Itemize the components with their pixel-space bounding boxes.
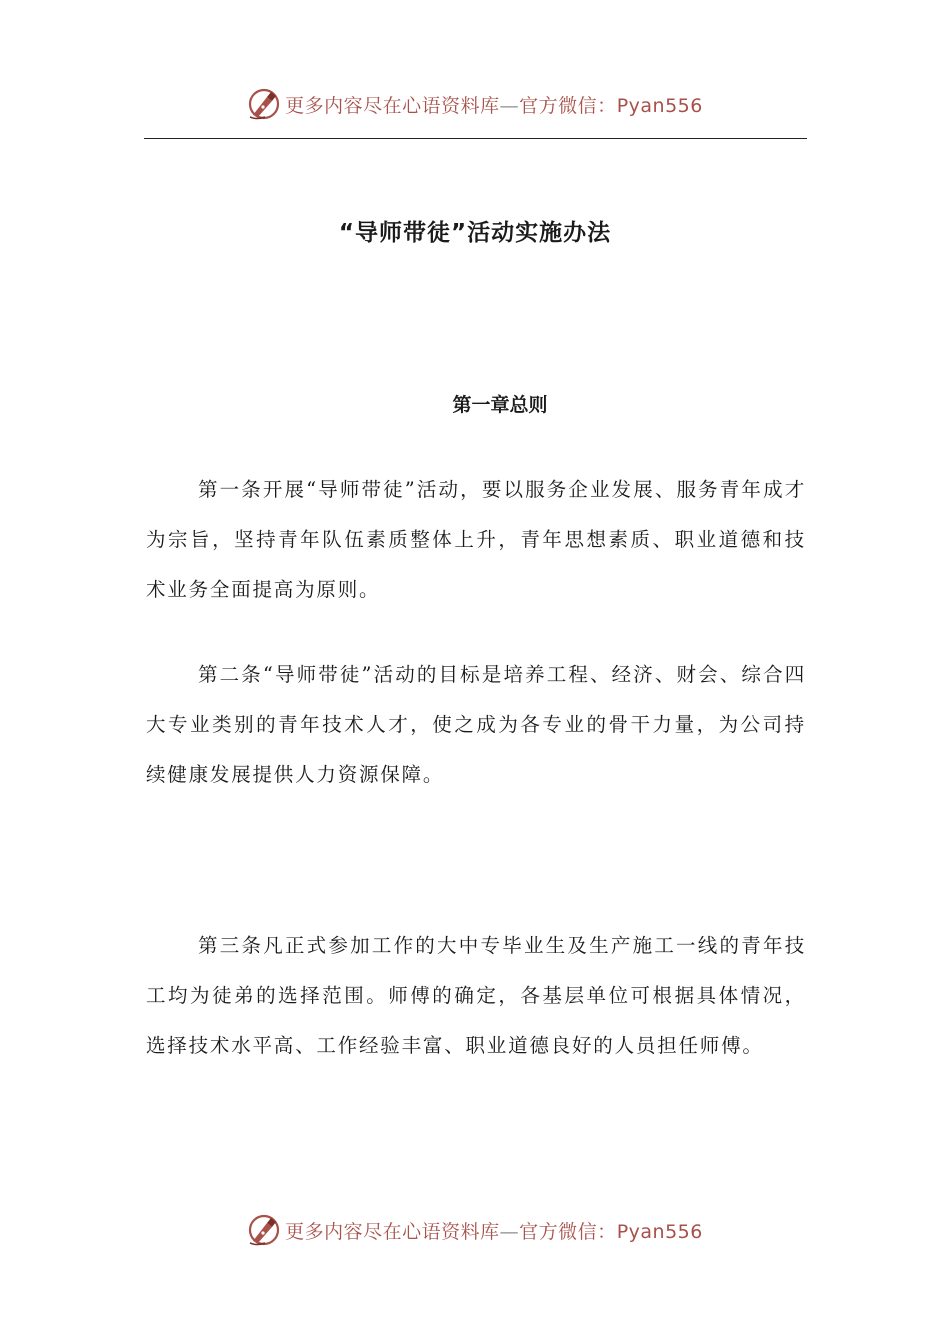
footer-banner-text <box>285 1217 703 1244</box>
header-rule <box>144 138 807 139</box>
article-paragraph-1: 第一条开展“导师带徒”活动，要以服务企业发展、服务青年成才为宗旨，坚持青年队伍素质整体上升，青年思想素质、职业道德和技术业务全面提高为原则。 <box>146 478 806 601</box>
header-banner-text <box>285 91 703 118</box>
pen-nib-logo-icon <box>247 1213 281 1247</box>
chapter-heading: 第一章总则 <box>452 394 548 416</box>
footer-separator: — <box>499 1220 520 1243</box>
header-separator: — <box>499 94 520 117</box>
document-title: “导师带徒”活动实施办法 <box>338 220 612 246</box>
footer-wechat-label: 官方微信： <box>519 1220 617 1243</box>
header-promo-text: 更多内容尽在心语资料库 <box>285 94 500 117</box>
footer-banner <box>0 1210 950 1250</box>
article-paragraph-3: 第三条凡正式参加工作的大中专毕业生及生产施工一线的青年技工均为徒弟的选择范围。师傅的确定，各基层单位可根据具体情况，选择技术水平高、工作经验丰富、职业道德良好的人员担任师傅。 <box>146 934 806 1057</box>
header-wechat-label: 官方微信： <box>519 94 617 117</box>
footer-wechat-handle: Pyan556 <box>616 1220 703 1243</box>
header-banner <box>0 84 950 124</box>
footer-promo-text: 更多内容尽在心语资料库 <box>285 1220 500 1243</box>
article-paragraph-2: 第二条“导师带徒”活动的目标是培养工程、经济、财会、综合四大专业类别的青年技术人才，使之成为各专业的骨干力量，为公司持续健康发展提供人力资源保障。 <box>146 663 806 786</box>
pen-nib-logo-icon <box>247 87 281 121</box>
header-wechat-handle: Pyan556 <box>616 94 703 117</box>
